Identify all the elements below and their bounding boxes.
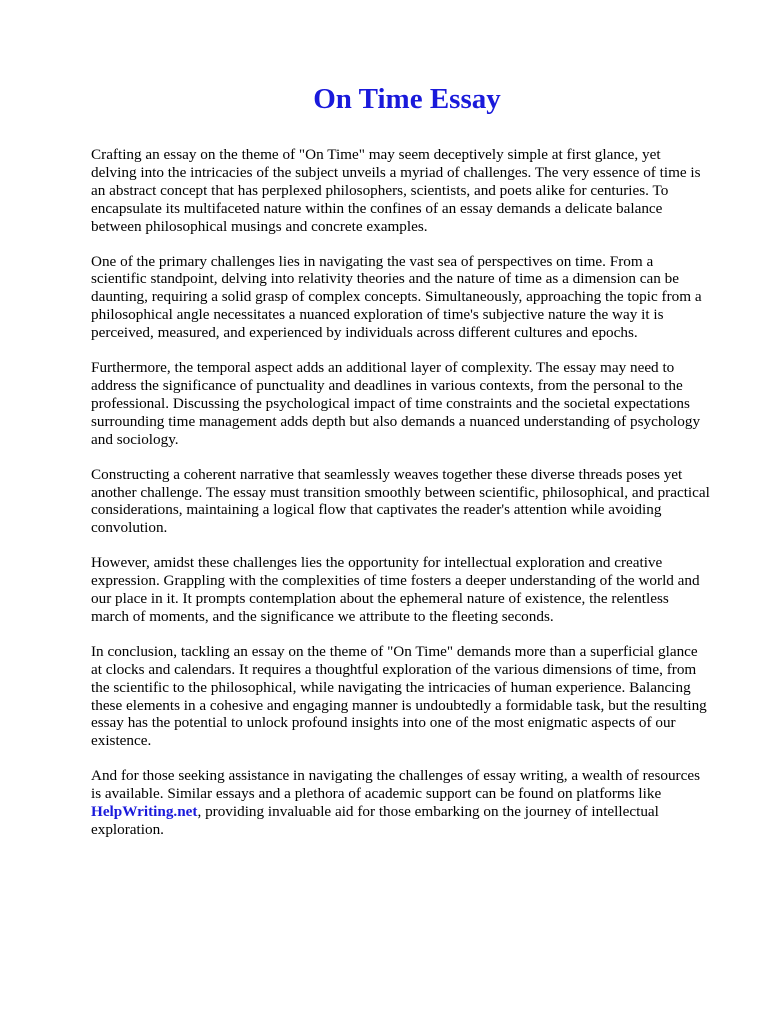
page-title: On Time Essay xyxy=(313,83,501,115)
closing-text-before-link: And for those seeking assistance in navigating the challenges of essay writing, a wealth of resources is available. Similar essays and a plethora of academic support can be found on platforms like xyxy=(91,767,701,803)
essay-body xyxy=(91,146,731,839)
document-page xyxy=(91,0,731,856)
paragraph-narrative: Constructing a coherent narrative that seamlessly weaves together these diverse threads poses yet another challenge. The essay must transition smoothly between scientific, philosophical, and practical considerations, maintaining a logical flow that captivates the reader's attention while avoiding convolution. xyxy=(91,465,710,537)
paragraph-intro: Crafting an essay on the theme of "On Time" may seem deceptively simple at first glance, yet delving into the intricacies of the subject unveils a myriad of challenges. The very essence of time is an abstract concept that has perplexed philosophers, scientists, and poets alike for centuries. To encapsulate its multifaceted nature within the confines of an essay demands a delicate balance between philosophical musings and concrete examples. xyxy=(91,146,701,235)
paragraph-closing xyxy=(91,767,731,839)
paragraph-conclusion: In conclusion, tackling an essay on the theme of "On Time" demands more than a superficial glance at clocks and calendars. It requires a thoughtful exploration of the various dimensions of time, from the scientific to the philosophical, while navigating the intricacies of human experience. Balancing these elements in a cohesive and engaging manner is undoubtedly a formidable task, but the resulting essay has the potential to unlock profound insights into one of the most enigmatic aspects of our existence. xyxy=(91,642,707,750)
helpwriting-link[interactable]: HelpWriting.net xyxy=(91,803,198,821)
closing-text-after-link: , providing invaluable aid for those embarking on the journey of intellectual exploration. xyxy=(91,803,659,838)
paragraph-perspectives: One of the primary challenges lies in navigating the vast sea of perspectives on time. From a scientific standpoint, delving into relativity theories and the nature of time as a dimension can be daunting, requiring a solid grasp of complex concepts. Simultaneously, approaching the topic from a philosophical angle necessitates a nuanced exploration of time's subjective nature the way it is perceived, measured, and experienced by individuals across different cultures and epochs. xyxy=(91,252,702,342)
paragraph-opportunity: However, amidst these challenges lies the opportunity for intellectual exploration and creative expression. Grappling with the complexities of time fosters a deeper understanding of the world and our place in it. It prompts contemplation about the ephemeral nature of existence, the relentless march of moments, and the significance we attribute to the fleeting seconds. xyxy=(91,554,700,625)
paragraph-temporal-aspect: Furthermore, the temporal aspect adds an additional layer of complexity. The essay may need to address the significance of punctuality and deadlines in various contexts, from the personal to the professional. Discussing the psychological impact of time constraints and the societal expectations surrounding time management adds depth but also demands a nuanced understanding of psychology and sociology. xyxy=(91,359,701,448)
